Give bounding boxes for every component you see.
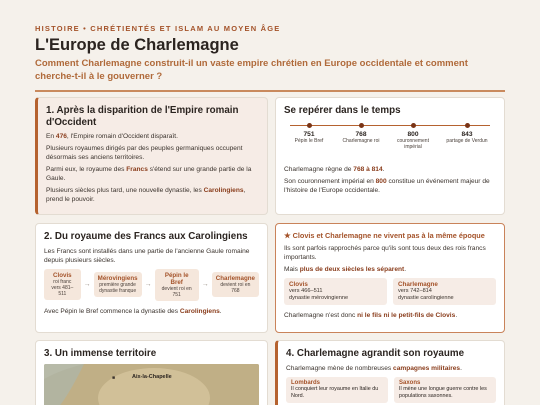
map-drawing (44, 364, 259, 405)
paragraph: Les Francs sont installés dans une partie de l'ancienne Gaule romaine depuis plusieurs siècles. (44, 247, 250, 264)
arrow-right-icon: → (201, 281, 209, 288)
timeline-year: 751 (303, 130, 315, 138)
header (35, 24, 505, 83)
timeline-year: 843 (461, 130, 473, 138)
comparison (284, 278, 496, 305)
dynasty-flow (44, 269, 259, 301)
card-after-roman-empire (35, 97, 268, 215)
header-divider (35, 90, 505, 92)
timeline-point (336, 121, 386, 144)
paragraph: Plusieurs royaumes dirigés par des peuples germaniques occupent désormais ses anciens territoires. (46, 145, 243, 161)
paragraph: Parmi eux, le royaume des Francs s'étend sur une grande partie de la Gaule. (46, 166, 252, 182)
card-franks-to-carolingians (35, 223, 268, 333)
flow-box-merovingians: Mérovingiens première grande dynastie franque (94, 272, 142, 297)
timeline-year: 768 (355, 130, 367, 138)
comparison-cell-clovis: Clovis vers 466–511 dynastie mérovingienne (284, 278, 387, 305)
timeline-dot (307, 123, 312, 128)
timeline (284, 121, 496, 159)
card-clovis-vs-charlemagne (275, 223, 505, 333)
timeline-dot (465, 123, 470, 128)
map-label-aix: Aix-la-Chapelle (132, 373, 172, 380)
page-subtitle: Comment Charlemagne construit-il un vaste empire chrétien en Europe occidentale et comment cherche-t-il à le gouverner ? (35, 58, 468, 82)
paragraph: Plusieurs siècles plus tard, une nouvelle dynastie, les Carolingiens, prend le pouvoir. (46, 187, 246, 203)
timeline-label: partage de Verdun (446, 137, 488, 144)
card-title: Se repérer dans le temps (284, 105, 401, 116)
timeline-dot (359, 123, 364, 128)
paragraph: Charlemagne n'est donc ni le fils ni le petit-fils de Clovis. (284, 312, 458, 319)
timeline-label: Pépin le Bref (294, 137, 324, 144)
paragraph: Ils sont parfois rapprochés parce qu'ils sont tous deux des rois francs importants. (284, 245, 486, 261)
paragraph: Son couronnement impérial en 800 constitue un événement majeur de l'histoire de l'Europe occidentale. (284, 177, 490, 194)
campaign-lombards: Lombards Il conquiert leur royaume en Italie du Nord. (286, 377, 388, 403)
card-title: 4. Charlemagne agrandit son royaume (286, 348, 465, 359)
flow-box-charlemagne: Charlemagne devient roi en 768 (212, 272, 259, 297)
kicker: HISTOIRE • CHRÉTIENTÉS ET ISLAM AU MOYEN ÂGE (35, 24, 281, 33)
timeline-point (388, 121, 438, 150)
capital-marker-icon: ■ (112, 374, 116, 381)
paragraph: Mais plus de deux siècles les séparent. (284, 266, 407, 273)
flow-box-clovis: Clovis roi franc vers 481–511 (44, 269, 81, 300)
card-title: ★ Clovis et Charlemagne ne vivent pas à la même époque (284, 231, 485, 240)
paragraph: En 476, l'Empire romain d'Occident disparaît. (46, 133, 178, 140)
arrow-right-icon: → (83, 281, 91, 288)
timeline-label: couronnement impérial (397, 137, 429, 150)
timeline-point (284, 121, 334, 144)
paragraph: Charlemagne mène de nombreuses campagnes militaires. (286, 364, 462, 372)
card-timeline (275, 97, 505, 215)
timeline-label: Charlemagne roi (342, 137, 380, 144)
card-title: 2. Du royaume des Francs aux Carolingiens (44, 231, 248, 242)
page-title: L'Europe de Charlemagne (35, 36, 239, 54)
card-title: 1. Après la disparition de l'Empire romain d'Occident (46, 105, 239, 128)
card-title: 3. Un immense territoire (44, 348, 157, 359)
flow-box-pepin: Pépin le Bref devient roi en 751 (155, 269, 199, 301)
comparison-cell-charlemagne: Charlemagne vers 742–814 dynastie carolingienne (393, 278, 496, 305)
timeline-dot (411, 123, 416, 128)
campaigns (286, 377, 496, 403)
paragraph: Avec Pépin le Bref commence la dynastie des Carolingiens. (44, 307, 222, 315)
timeline-point (442, 121, 492, 144)
empire-map (44, 364, 259, 405)
timeline-year: 800 (407, 130, 419, 138)
paragraph: Charlemagne règne de 768 à 814. (284, 165, 385, 173)
card-territory (35, 340, 268, 405)
arrow-right-icon: → (144, 281, 152, 288)
card-military-campaigns (275, 340, 505, 405)
campaign-saxons: Saxons Il mène une longue guerre contre les populations saxonnes. (394, 377, 496, 403)
